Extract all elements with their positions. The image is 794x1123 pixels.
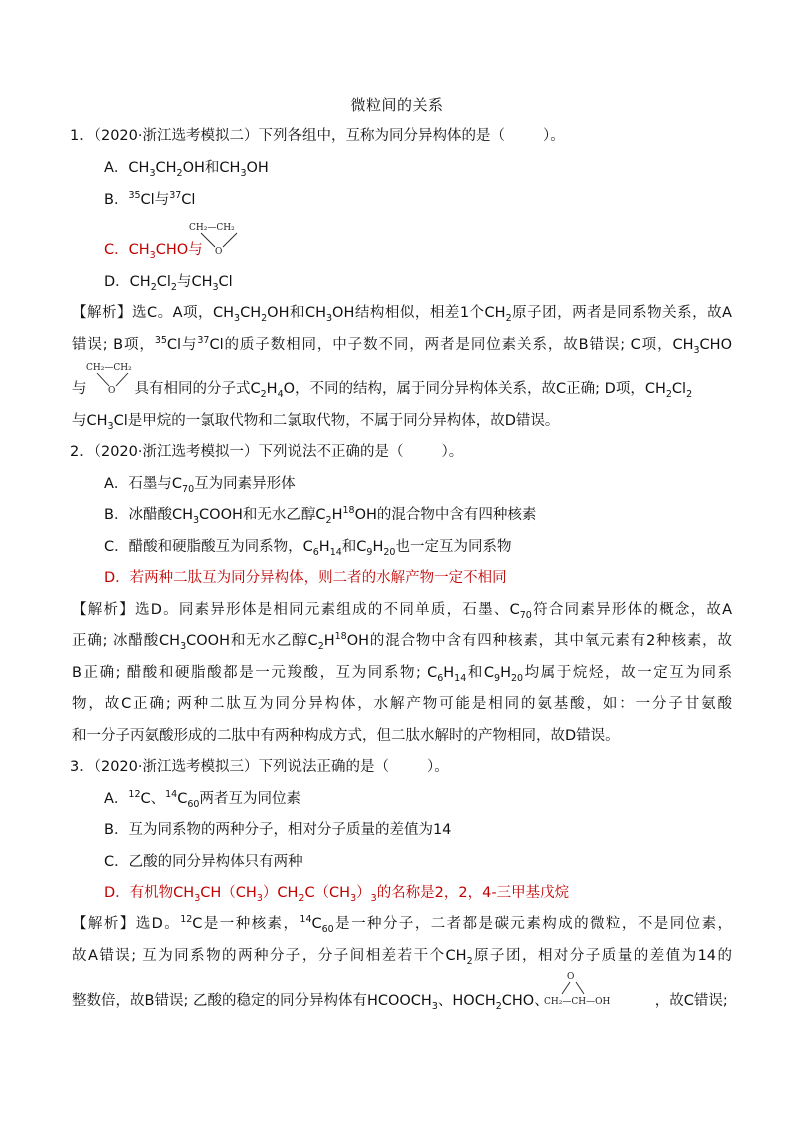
superscript: 14	[299, 914, 312, 926]
subscript: 3	[107, 420, 114, 432]
text: Cl	[156, 274, 171, 290]
q3-option-a	[104, 789, 301, 809]
text: H	[331, 507, 343, 523]
subscript: 3	[180, 640, 187, 652]
question-2-stem	[70, 442, 463, 462]
text: 符合同素异形体的概念，故A	[531, 602, 732, 618]
text: 【解析】选C。A项，CH	[72, 305, 235, 321]
superscript: 18	[342, 505, 355, 517]
text: 【解析】选D。	[72, 916, 181, 932]
stem-end: ）。	[426, 759, 449, 775]
text: OH的混合物中含有四种核素	[354, 507, 537, 523]
subscript: 60	[321, 923, 334, 935]
subscript: 2	[170, 281, 177, 293]
stem-text: 3．（2020·浙江选考模拟三）下列说法正确的是（	[70, 759, 389, 775]
subscript: 2	[325, 514, 332, 526]
q2-explanation-line-2	[72, 631, 732, 651]
text: 和C	[341, 539, 367, 555]
text: CHO	[699, 337, 732, 353]
text: CH	[129, 274, 151, 290]
q2-explanation-line-1	[72, 600, 732, 620]
text: 的名称是2，2，4-三甲基戊烷	[376, 885, 570, 901]
option-label: B．	[104, 192, 129, 208]
page-title: 微粒间的关系	[350, 96, 444, 114]
option-label: B．	[104, 507, 129, 523]
mol-top-label: CH₂—CH₂	[189, 223, 235, 233]
q1-option-b	[104, 190, 195, 210]
text: CH	[240, 305, 262, 321]
subscript: 70	[519, 609, 532, 621]
option-label: C．	[104, 539, 129, 555]
text: CH	[128, 160, 150, 176]
text: OH结构相似，相差1个CH	[332, 305, 506, 321]
text: 石墨与C	[128, 476, 183, 492]
text: ，故C错误;	[654, 993, 728, 1009]
text: Cl与	[140, 192, 170, 208]
text: Cl与	[166, 337, 198, 353]
q1-explanation-line-1	[72, 303, 732, 323]
subscript: 3	[350, 892, 357, 904]
text: 醋酸和硬脂酸互为同系物，C	[128, 539, 313, 555]
superscript: 18	[334, 631, 347, 643]
q2-option-b	[104, 505, 536, 525]
q1-option-a	[104, 158, 269, 178]
text: COOH和无水乙醇C	[186, 633, 318, 649]
text: OH和CH	[182, 160, 241, 176]
subscript: 6	[437, 672, 444, 684]
q2-option-a	[104, 474, 296, 494]
text: 原子团，两者是同系物关系，故A	[511, 305, 732, 321]
q2-explanation-line-4: 物，故C正确; 两种二肽互为同分异构体，水解产物可能是相同的氨基酸，如：一分子甘氨酸	[72, 696, 732, 712]
subscript: 3	[212, 281, 219, 293]
superscript: 12	[128, 789, 141, 801]
subscript: 3	[149, 167, 156, 179]
subscript: 9	[494, 672, 501, 684]
subscript: 2	[495, 1000, 502, 1012]
stem-end: ）。	[441, 444, 464, 460]
superscript: 14	[165, 789, 178, 801]
subscript: 2	[260, 388, 267, 400]
text: OH和CH	[267, 305, 326, 321]
option-label: A．	[104, 476, 129, 492]
text: 若两种二肽互为同分异构体，则二者的水解产物一定不相同	[129, 570, 507, 586]
stem-text: 1．（2020·浙江选考模拟二）下列各组中，互称为同分异构体的是（	[70, 128, 505, 144]
text: 乙酸的同分异构体只有两种	[128, 854, 303, 870]
text: Cl是甲烷的一氯取代物和二氯取代物，不属于同分异构体，故D错误。	[113, 413, 560, 429]
text: 有机物CH	[129, 885, 195, 901]
text: H	[443, 665, 455, 681]
subscript: 2	[686, 388, 693, 400]
q3-option-d	[104, 883, 569, 903]
text: CH	[128, 242, 150, 258]
text: 故A错误; 互为同系物的两种分子，分子间相差若干个CH	[72, 948, 467, 964]
text: Cl	[218, 274, 233, 290]
subscript: 3	[240, 167, 247, 179]
mol-o-label: O	[215, 247, 223, 257]
q3-option-c	[104, 852, 303, 872]
subscript: 3	[192, 514, 200, 526]
text: 也一定互为同系物	[395, 539, 512, 555]
question-1-stem	[70, 126, 565, 146]
subscript: 2	[298, 892, 305, 904]
text: O，不同的结构，属于同分异构体关系，故C正确; D项，CH	[283, 381, 666, 397]
subscript: 14	[329, 546, 342, 558]
text: H	[266, 381, 278, 397]
text: OH	[246, 160, 269, 176]
text: 是一种分子，二者都是碳元素构成的微粒，不是同位素，	[333, 916, 732, 932]
subscript: 3	[431, 1000, 438, 1012]
text: CHO、	[501, 993, 549, 1009]
subscript: 3	[256, 892, 263, 904]
subscript: 2	[505, 312, 512, 324]
text: ）CH	[262, 885, 299, 901]
q2-option-d	[104, 568, 507, 588]
text: 与CH	[72, 413, 108, 429]
stem-end: ）。	[542, 128, 565, 144]
text: H	[372, 539, 384, 555]
text: CH	[155, 160, 177, 176]
subscript: 3	[326, 312, 333, 324]
text: 互为同系物的两种分子，相对分子质量的差值为14	[128, 822, 452, 838]
text: C（CH	[304, 885, 351, 901]
subscript: 2	[150, 281, 157, 293]
mol2-bottom-label: CH₂—CH—OH	[544, 997, 611, 1007]
option-label: D．	[104, 570, 130, 586]
subscript: 9	[366, 546, 373, 558]
subscript: 3	[234, 312, 241, 324]
subscript: 2	[261, 312, 268, 324]
option-label: D．	[104, 274, 130, 290]
subscript: 2	[466, 955, 473, 967]
subscript: 2	[317, 640, 324, 652]
text: 原子团，相对分子质量的差值为14的	[472, 948, 732, 964]
q1-explanation-line-4	[72, 411, 732, 431]
subscript: 2	[665, 388, 672, 400]
text: 冰醋酸CH	[128, 507, 193, 523]
subscript: 70	[182, 483, 195, 495]
text: H	[500, 665, 511, 681]
text: H	[318, 539, 330, 555]
text: 和C	[466, 665, 495, 681]
text: COOH和无水乙醇C	[199, 507, 326, 523]
text: Cl	[181, 192, 196, 208]
option-label: A．	[104, 160, 129, 176]
superscript: 12	[180, 914, 193, 926]
subscript: 3	[693, 344, 700, 356]
subscript: 20	[383, 546, 396, 558]
q1-explanation-line-3	[72, 379, 732, 399]
subscript: 3	[149, 249, 156, 261]
text: C、	[140, 791, 166, 807]
q2-explanation-line-3	[72, 663, 732, 683]
text: C	[177, 791, 188, 807]
ethylene-oxide-structure-icon	[185, 218, 261, 258]
text: 整数倍，故B错误; 乙酸的稳定的同分异构体有HCOOCH	[72, 993, 432, 1009]
subscript: 4	[277, 388, 284, 400]
option-label: B．	[104, 822, 129, 838]
subscript: 60	[187, 798, 200, 810]
superscript: 37	[169, 190, 182, 202]
text: 正确; 冰醋酸CH	[72, 633, 181, 649]
text: 两者互为同位素	[199, 791, 301, 807]
stem-text: 2．（2020·浙江选考模拟一）下列说法不正确的是（	[70, 444, 404, 460]
text: 均属于烷烃，故一定互为同系	[523, 665, 733, 681]
option-label: C．	[104, 242, 129, 258]
mol-top-label: CH₂—CH₂	[86, 363, 132, 373]
text: OH的混合物中含有四种核素，其中氧元素有2种核素，故	[346, 633, 733, 649]
text: 、HOCH	[437, 993, 496, 1009]
text: CH（CH	[200, 885, 257, 901]
question-3-stem	[70, 757, 449, 777]
text: 错误; B项，	[72, 337, 155, 353]
q2-explanation-line-5: 和一分子丙氨酸形成的二肽中有两种构成方式，但二肽水解时的产物相同，故D错误。	[72, 728, 620, 744]
superscript: 35	[154, 335, 167, 347]
option-label: C．	[104, 854, 129, 870]
subscript: 6	[312, 546, 319, 558]
subscript: 2	[176, 167, 183, 179]
mol-o-label: O	[108, 386, 116, 396]
text: H	[323, 633, 335, 649]
option-label: D．	[104, 885, 130, 901]
superscript: 37	[197, 335, 210, 347]
subscript: 3	[194, 892, 201, 904]
q3-option-b	[104, 820, 451, 840]
text: 与	[72, 381, 87, 397]
q1-option-d	[104, 272, 233, 292]
option-label: A．	[104, 791, 129, 807]
mol2-o-label: O	[567, 972, 575, 982]
q3-explanation-line-1	[72, 914, 732, 934]
text: ）	[356, 885, 371, 901]
text: 【解析】选D。同素异形体是相同元素组成的不同单质，石墨、C	[72, 602, 520, 618]
ethylene-oxide-structure-small-icon	[84, 358, 144, 398]
text: 与CH	[176, 274, 213, 290]
text: C	[311, 916, 322, 932]
subscript: 20	[511, 672, 524, 684]
q1-explanation-line-2	[72, 335, 732, 355]
text: Cl	[671, 381, 687, 397]
subscript: 3	[370, 892, 377, 904]
text: 互为同素异形体	[194, 476, 296, 492]
oxirane-ol-structure-icon	[540, 968, 640, 1010]
text: Cl的质子数相同，中子数不同，两者是同位素关系，故B错误; C项，CH	[209, 337, 694, 353]
superscript: 35	[128, 190, 141, 202]
q3-explanation-line-2	[72, 946, 732, 966]
text: 具有相同的分子式C	[134, 381, 261, 397]
text: C是一种核素，	[192, 916, 300, 932]
q2-option-c	[104, 537, 511, 557]
text: B正确; 醋酸和硬脂酸都是一元羧酸，互为同系物; C	[72, 665, 438, 681]
text: CHO与	[155, 242, 203, 258]
subscript: 14	[454, 672, 467, 684]
